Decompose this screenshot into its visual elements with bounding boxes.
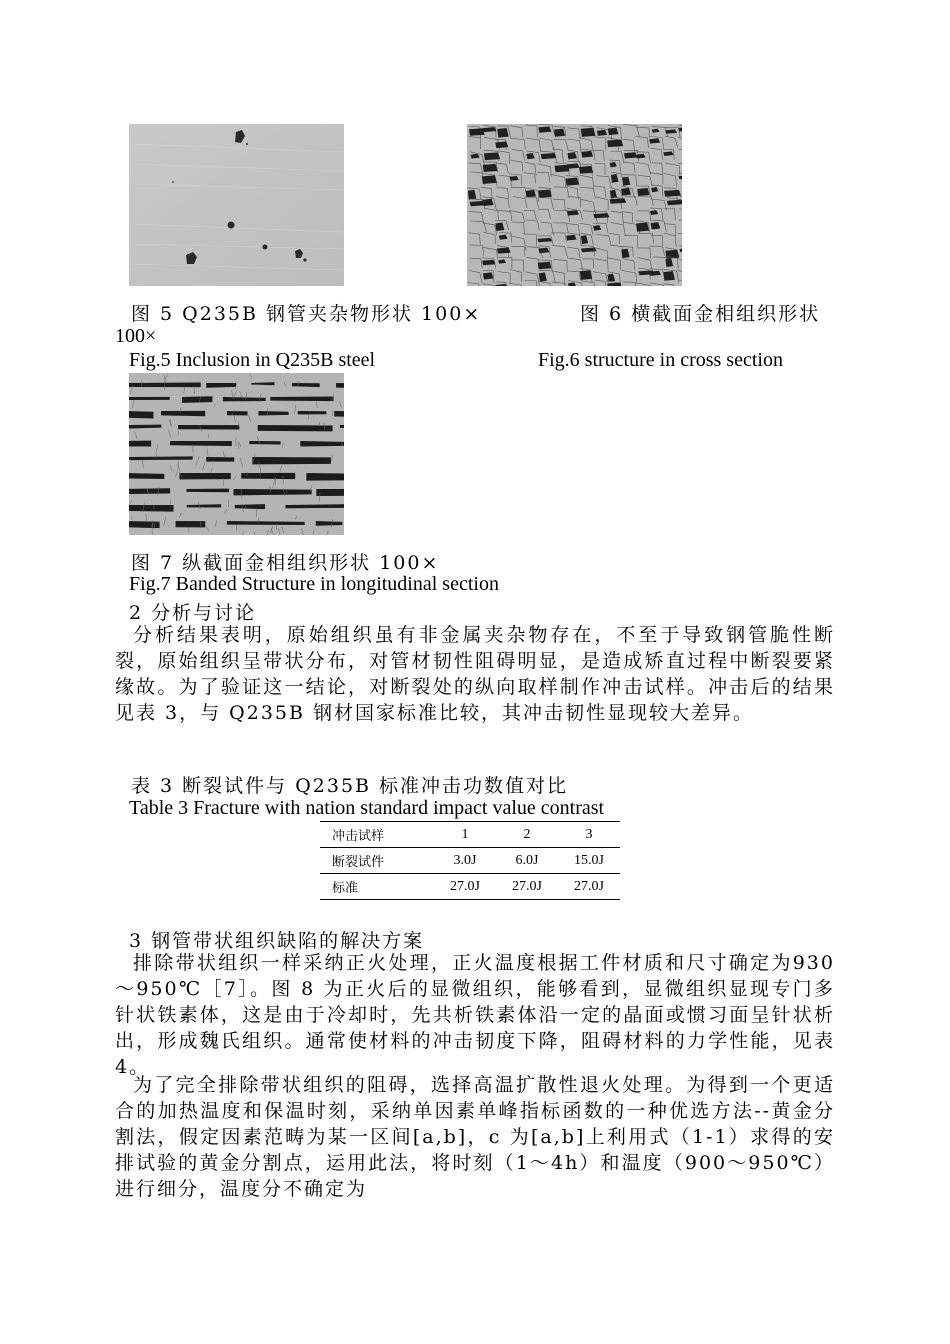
table-cell: 3.0J <box>434 848 496 874</box>
table-cell: 15.0J <box>558 848 620 874</box>
fig5-micrograph <box>129 124 344 286</box>
fig6-micrograph <box>467 124 682 286</box>
table-cell: 标准 <box>320 874 434 900</box>
table-cell: 断裂试件 <box>320 848 434 874</box>
table-cell: 27.0J <box>558 874 620 900</box>
table3-caption-cn: 表 3 断裂试件与 Q235B 标准冲击功数值对比 <box>131 775 569 797</box>
section2-heading: 2 分析与讨论 <box>129 602 257 624</box>
fig6-caption-cn: 图 6 横截面金相组织形状 <box>580 303 821 325</box>
table-cell: 6.0J <box>496 848 558 874</box>
fig7-micrograph <box>129 373 344 535</box>
fig6-caption-mag: 100× <box>115 325 157 347</box>
section3-paragraph-1: 排除带状组织一样采纳正火处理，正火温度根据工件材质和尺寸确定为930～950℃［7］。图 8 为正火后的显微组织，能够看到，显微组织显现专门多针状铁素体，这是由于冷却时，先共析铁素体沿一定的晶面或惯习面呈针状析出，形成魏氏组织。通常使材料的冲击韧度下降，阻碍材料的力学性能，见表 4。 <box>115 952 835 1078</box>
fig7-caption-cn: 图 7 纵截面金相组织形状 100× <box>131 552 440 574</box>
section3-paragraph-2: 为了完全排除带状组织的阻碍，选择高温扩散性退火处理。为得到一个更适合的加热温度和保温时刻，采纳单因素单峰指标函数的一种优选方法--黄金分割法，假定因素范畴为某一区间[a,b]，c 为[a,b]上利用式（1-1）求得的安排试验的黄金分割点，运用此法，将时刻（1～4h）和温度（900～950℃）进行细分，温度分不确定为 <box>115 1074 835 1200</box>
table3-caption-en: Table 3 Fracture with nation standard impact value contrast <box>129 797 605 819</box>
table3 <box>320 821 620 900</box>
table-header-cell: 1 <box>434 822 496 848</box>
table-header-cell: 2 <box>496 822 558 848</box>
table-row <box>320 874 620 900</box>
table-header-row <box>320 822 620 848</box>
table-header-cell: 3 <box>558 822 620 848</box>
table-header-cell: 冲击试样 <box>320 822 434 848</box>
fig5-caption-cn: 图 5 Q235B 钢管夹杂物形状 100× <box>131 303 482 325</box>
fig6-caption-en: Fig.6 structure in cross section <box>538 349 783 371</box>
fig5-caption-en: Fig.5 Inclusion in Q235B steel <box>129 349 376 371</box>
section2-paragraph: 分析结果表明，原始组织虽有非金属夹杂物存在，不至于导致钢管脆性断裂，原始组织呈带状分布，对管材韧性阻碍明显，是造成矫直过程中断裂要紧缘故。为了验证这一结论，对断裂处的纵向取样制作冲击试样。冲击后的结果见表 3，与 Q235B 钢材国家标准比较，其冲击韧性显现较大差异。 <box>115 624 835 724</box>
table-cell: 27.0J <box>434 874 496 900</box>
table-row <box>320 848 620 874</box>
table-cell: 27.0J <box>496 874 558 900</box>
section3-heading: 3 钢管带状组织缺陷的解决方案 <box>129 930 425 952</box>
fig7-caption-en: Fig.7 Banded Structure in longitudinal section <box>129 573 499 595</box>
